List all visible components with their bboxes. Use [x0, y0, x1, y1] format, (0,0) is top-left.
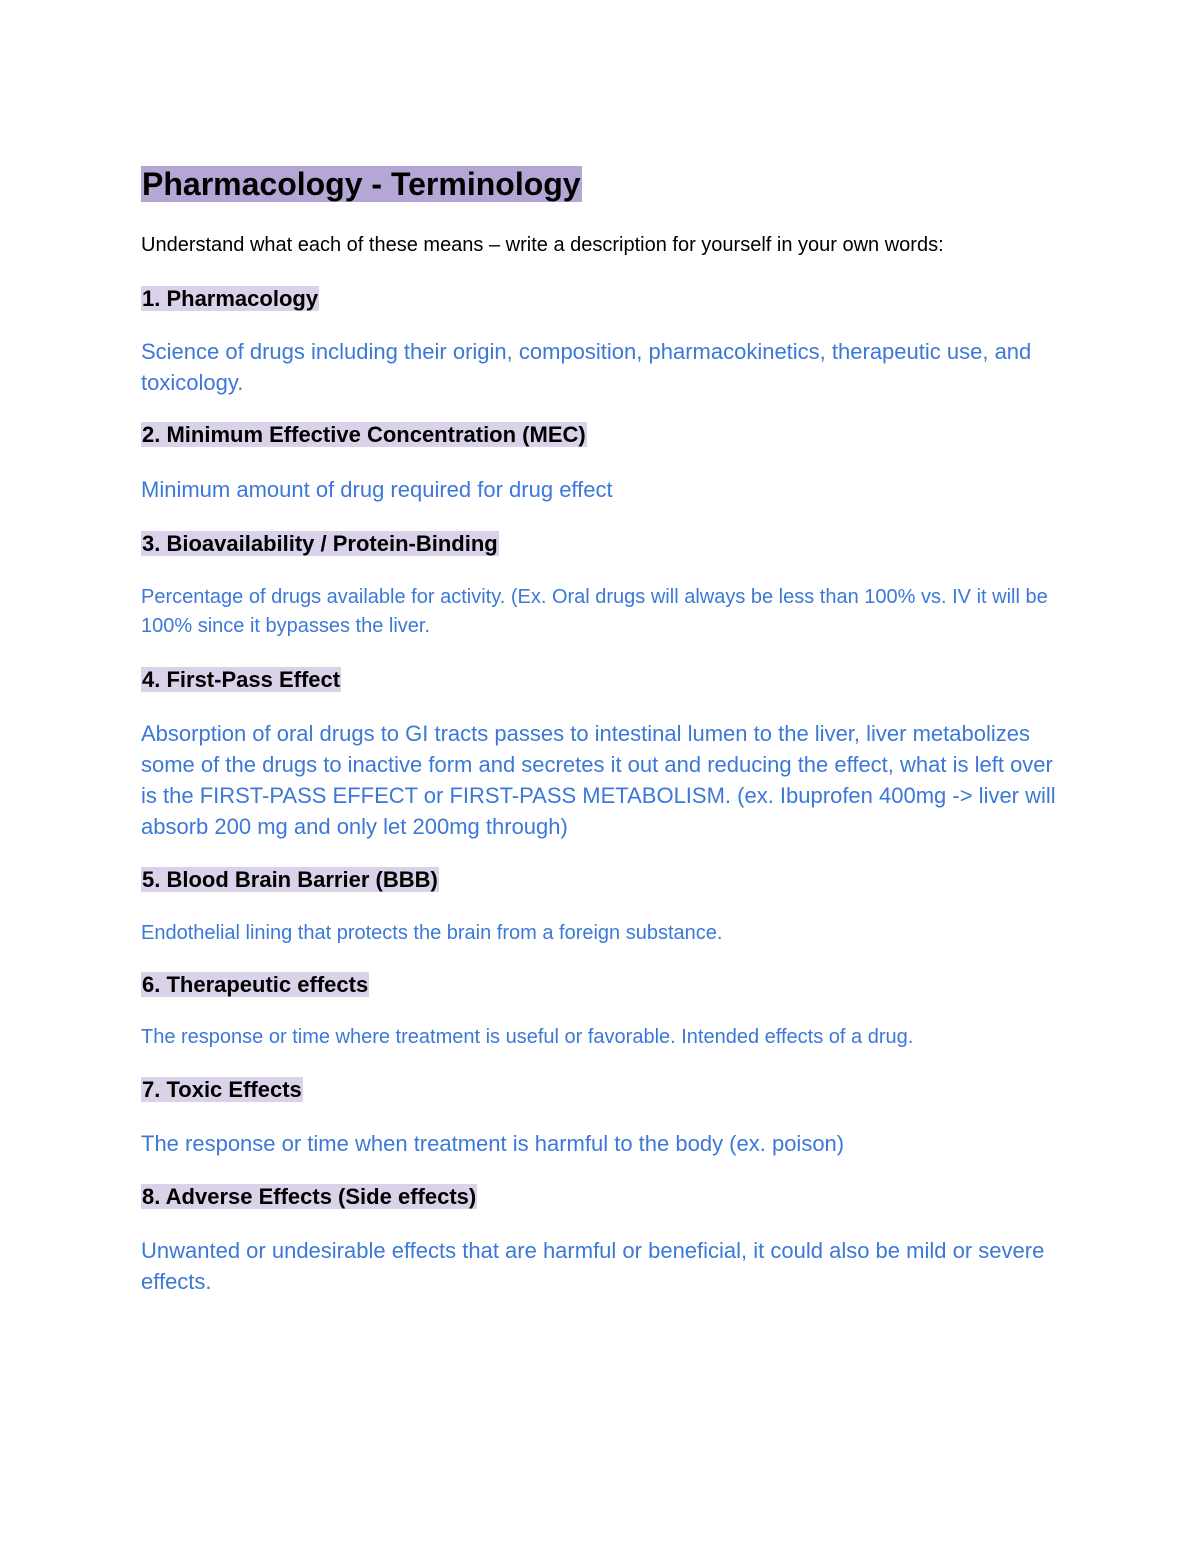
term-heading-text: 6. Therapeutic effects — [142, 972, 369, 997]
term-definition-bioavailability: Percentage of drugs available for activity. (Ex. Oral drugs will always be less than 100% vs. IV it will be 100% since it bypasses the liver. — [141, 586, 1048, 637]
term-heading-text: 8. Adverse Effects (Side effects) — [142, 1184, 477, 1209]
term-definition-mec: Minimum amount of drug required for drug effect — [141, 477, 613, 502]
term-definition-therapeutic: The response or time where treatment is useful or favorable. Intended effects of a drug. — [141, 1026, 914, 1048]
term-heading-therapeutic — [141, 970, 1071, 1000]
term-heading-text: 3. Bioavailability / Protein-Binding — [142, 531, 498, 556]
term-heading-bbb — [141, 865, 1071, 895]
term-definition-bbb: Endothelial lining that protects the brain from a foreign substance. — [141, 922, 723, 944]
term-heading-adverse — [141, 1182, 1071, 1212]
term-definition-adverse: Unwanted or undesirable effects that are harmful or beneficial, it could also be mild or severe effects. — [141, 1238, 1045, 1294]
term-heading-first-pass — [141, 665, 1071, 695]
page-title — [141, 164, 1071, 204]
term-heading-toxic — [141, 1075, 1071, 1105]
term-heading-mec — [141, 420, 1071, 450]
term-heading-pharmacology — [141, 284, 1071, 314]
page-title-text: Pharmacology - Terminology — [142, 166, 581, 202]
term-heading-text: 4. First-Pass Effect — [142, 667, 341, 692]
term-heading-text: 5. Blood Brain Barrier (BBB) — [142, 867, 438, 892]
document-content — [141, 164, 1071, 1297]
term-definition-toxic: The response or time when treatment is harmful to the body (ex. poison) — [141, 1131, 845, 1156]
term-definition-first-pass: Absorption of oral drugs to GI tracts passes to intestinal lumen to the liver, liver metabolizes some of the drugs to inactive form and secretes it out and reducing the effect, what is left over is the FIRST-PASS EFFECT or FIRST-PASS METABOLISM. (ex. Ibuprofen 400mg -> liver will absorb 200 mg and only let 200mg through) — [141, 721, 1056, 839]
term-definition-pharmacology: Science of drugs including their origin, composition, pharmacokinetics, therapeutic use, and toxicology. — [141, 339, 1032, 395]
intro-text: Understand what each of these means – write a description for yourself in your own words: — [141, 234, 944, 256]
term-heading-text: 1. Pharmacology — [142, 286, 319, 311]
term-heading-text: 7. Toxic Effects — [142, 1077, 302, 1102]
term-heading-text: 2. Minimum Effective Concentration (MEC) — [142, 422, 586, 447]
term-heading-bioavailability — [141, 529, 1071, 559]
